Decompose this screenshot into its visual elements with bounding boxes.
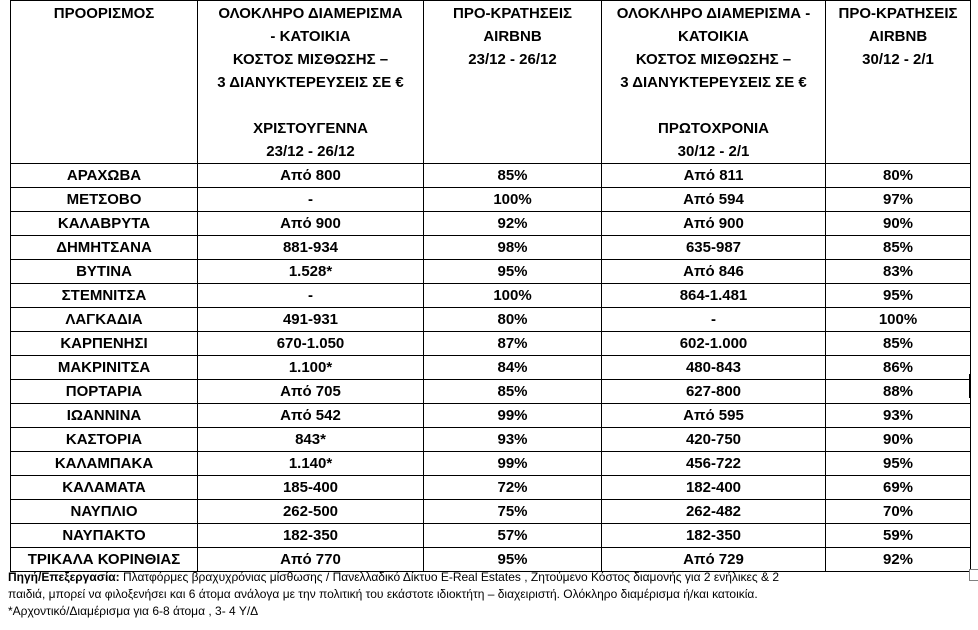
text-cursor (969, 374, 971, 398)
header-text: ΟΛΟΚΛΗΡΟ ΔΙΑΜΕΡΙΣΜΑ (218, 5, 403, 22)
table-row (11, 452, 971, 476)
christmas-cost-cell: Από 800 (198, 164, 424, 188)
header-text: 3 ΔΙΑΝΥΚΤΕΡΕΥΣΕΙΣ ΣΕ € (620, 74, 807, 91)
table-row (11, 332, 971, 356)
header-text: - ΚΑΤΟΙΚΙΑ (270, 28, 351, 45)
source-text: Πλατφόρμες βραχυχρόνιας μίσθωσης / Πανελλαδικό Δίκτυο E-Real Estates , Ζητούμενο Κόστος διαμονής για 2 ενήλικες & 2 (119, 570, 780, 584)
newyear-cost-cell: Από 595 (602, 404, 826, 428)
table-row (11, 500, 971, 524)
destination-cell: ΚΑΛΑΜΠΑΚΑ (11, 452, 198, 476)
newyear-cost-cell: 182-350 (602, 524, 826, 548)
newyear-bookings-cell: 90% (826, 212, 971, 236)
christmas-bookings-cell: 75% (424, 500, 602, 524)
christmas-cost-cell: 1.100* (198, 356, 424, 380)
christmas-bookings-cell: 85% (424, 164, 602, 188)
destination-cell: ΣΤΕΜΝΙΤΣΑ (11, 284, 198, 308)
destination-cell: ΙΩΑΝΝΙΝΑ (11, 404, 198, 428)
table-row (11, 164, 971, 188)
destination-cell: ΛΑΓΚΑΔΙΑ (11, 308, 198, 332)
newyear-bookings-cell: 92% (826, 548, 971, 572)
header-text: ΟΛΟΚΛΗΡΟ ΔΙΑΜΕΡΙΣΜΑ - (616, 5, 811, 22)
newyear-bookings-cell: 85% (826, 236, 971, 260)
christmas-cost-cell: Από 770 (198, 548, 424, 572)
newyear-bookings-cell: 90% (826, 428, 971, 452)
newyear-cost-cell: 262-482 (602, 500, 826, 524)
destination-cell: ΠΟΡΤΑΡΙΑ (11, 380, 198, 404)
destination-cell: ΒΥΤΙΝΑ (11, 260, 198, 284)
christmas-cost-cell: 1.528* (198, 260, 424, 284)
header-text: ΠΡΟΟΡΙΣΜΟΣ (53, 5, 155, 22)
newyear-bookings-cell: 70% (826, 500, 971, 524)
christmas-cost-cell: Από 705 (198, 380, 424, 404)
christmas-cost-cell: 182-350 (198, 524, 424, 548)
christmas-bookings-cell: 100% (424, 188, 602, 212)
source-label: Πηγή/Επεξεργασία: (8, 570, 120, 584)
header-christmas-bookings (424, 1, 602, 164)
source-note (8, 569, 968, 620)
newyear-bookings-cell: 95% (826, 452, 971, 476)
table-header (11, 1, 971, 164)
christmas-cost-cell: 262-500 (198, 500, 424, 524)
table-row (11, 188, 971, 212)
christmas-bookings-cell: 98% (424, 236, 602, 260)
christmas-bookings-cell: 72% (424, 476, 602, 500)
newyear-bookings-cell: 59% (826, 524, 971, 548)
newyear-bookings-cell: 80% (826, 164, 971, 188)
christmas-cost-cell: - (198, 284, 424, 308)
newyear-cost-cell: 420-750 (602, 428, 826, 452)
newyear-cost-cell: Από 811 (602, 164, 826, 188)
christmas-cost-cell: 670-1.050 (198, 332, 424, 356)
christmas-cost-cell: 843* (198, 428, 424, 452)
table-row (11, 356, 971, 380)
newyear-bookings-cell: 88% (826, 380, 971, 404)
christmas-bookings-cell: 99% (424, 452, 602, 476)
table-row (11, 524, 971, 548)
newyear-cost-cell: 602-1.000 (602, 332, 826, 356)
footnote-asterisk: *Αρχοντικό/Διαμέρισμα για 6-8 άτομα , 3- 4 Υ/Δ (8, 604, 259, 618)
christmas-bookings-cell: 80% (424, 308, 602, 332)
destination-cell: ΜΑΚΡΙΝΙΤΣΑ (11, 356, 198, 380)
christmas-cost-cell: 185-400 (198, 476, 424, 500)
table-row (11, 284, 971, 308)
christmas-bookings-cell: 57% (424, 524, 602, 548)
destination-cell: ΝΑΥΠΑΚΤΟ (11, 524, 198, 548)
source-line-2: παιδιά, μπορεί να φιλοξενήσει και 6 άτομα ανάλογα με την πολιτική του εκάστοτε ιδιοκτήτη – διαχειριστή. Ολόκληρο διαμέρισμα ή/και κατοικία. (8, 587, 758, 601)
christmas-bookings-cell: 84% (424, 356, 602, 380)
christmas-cost-cell: Από 542 (198, 404, 424, 428)
table-resize-handle[interactable] (969, 569, 978, 581)
table-row (11, 236, 971, 260)
table-body (11, 164, 971, 572)
table-row (11, 548, 971, 572)
table-row (11, 260, 971, 284)
header-newyear-bookings (826, 1, 971, 164)
newyear-bookings-cell: 85% (826, 332, 971, 356)
header-text: ΚΟΣΤΟΣ ΜΙΣΘΩΣΗΣ – (635, 51, 792, 68)
christmas-bookings-cell: 95% (424, 260, 602, 284)
christmas-bookings-cell: 93% (424, 428, 602, 452)
newyear-bookings-cell: 86% (826, 356, 971, 380)
table-row (11, 428, 971, 452)
newyear-bookings-cell: 100% (826, 308, 971, 332)
newyear-bookings-cell: 97% (826, 188, 971, 212)
newyear-cost-cell: 627-800 (602, 380, 826, 404)
header-text: ΚΑΤΟΙΚΙΑ (678, 28, 749, 45)
destination-cell: ΚΑΛΑΒΡΥΤΑ (11, 212, 198, 236)
christmas-bookings-cell: 85% (424, 380, 602, 404)
table-row (11, 308, 971, 332)
christmas-bookings-cell: 92% (424, 212, 602, 236)
header-text: AIRBNB (868, 28, 928, 45)
header-spacer (198, 94, 423, 117)
header-text: 23/12 - 26/12 (468, 51, 557, 68)
header-text: ΠΡΟ-ΚΡΑΤΗΣΕΙΣ (838, 5, 958, 22)
christmas-cost-cell: - (198, 188, 424, 212)
header-text: ΚΟΣΤΟΣ ΜΙΣΘΩΣΗΣ – (232, 51, 389, 68)
destination-cell: ΚΑΣΤΟΡΙΑ (11, 428, 198, 452)
christmas-cost-cell: 491-931 (198, 308, 424, 332)
header-text: 30/12 - 2/1 (677, 143, 750, 160)
header-text: ΠΡΟ-ΚΡΑΤΗΣΕΙΣ (453, 5, 572, 22)
newyear-cost-cell: Από 594 (602, 188, 826, 212)
destination-cell: ΑΡΑΧΩΒΑ (11, 164, 198, 188)
destination-cell: ΚΑΡΠΕΝΗΣΙ (11, 332, 198, 356)
table-row (11, 212, 971, 236)
newyear-cost-cell: Από 729 (602, 548, 826, 572)
table-row (11, 380, 971, 404)
table-row (11, 404, 971, 428)
destination-cell: ΜΕΤΣΟΒΟ (11, 188, 198, 212)
header-text: 23/12 - 26/12 (266, 143, 355, 160)
source-line-1 (8, 569, 968, 586)
header-christmas-cost (198, 1, 424, 164)
christmas-bookings-cell: 100% (424, 284, 602, 308)
newyear-cost-cell: 635-987 (602, 236, 826, 260)
newyear-bookings-cell: 69% (826, 476, 971, 500)
newyear-cost-cell: 480-843 (602, 356, 826, 380)
christmas-cost-cell: 881-934 (198, 236, 424, 260)
header-row (11, 1, 971, 164)
table-row (11, 476, 971, 500)
header-destination (11, 1, 198, 164)
newyear-bookings-cell: 83% (826, 260, 971, 284)
newyear-bookings-cell: 95% (826, 284, 971, 308)
newyear-bookings-cell: 93% (826, 404, 971, 428)
prices-table (10, 0, 971, 572)
header-spacer (602, 94, 825, 117)
newyear-cost-cell: 182-400 (602, 476, 826, 500)
destination-cell: ΚΑΛΑΜΑΤΑ (11, 476, 198, 500)
christmas-cost-cell: Από 900 (198, 212, 424, 236)
christmas-bookings-cell: 99% (424, 404, 602, 428)
header-text: 30/12 - 2/1 (862, 51, 934, 68)
header-text: ΧΡΙΣΤΟΥΓΕΝΝΑ (253, 120, 368, 137)
newyear-cost-cell: Από 846 (602, 260, 826, 284)
header-newyear-cost (602, 1, 826, 164)
header-text: AIRBNB (483, 28, 542, 45)
christmas-bookings-cell: 95% (424, 548, 602, 572)
header-text: ΠΡΩΤΟΧΡΟΝΙΑ (658, 120, 769, 137)
header-text: 3 ΔΙΑΝΥΚΤΕΡΕΥΣΕΙΣ ΣΕ € (217, 74, 404, 91)
destination-cell: ΝΑΥΠΛΙΟ (11, 500, 198, 524)
destination-cell: ΔΗΜΗΤΣΑΝΑ (11, 236, 198, 260)
christmas-bookings-cell: 87% (424, 332, 602, 356)
destination-cell: ΤΡΙΚΑΛΑ ΚΟΡΙΝΘΙΑΣ (11, 548, 198, 572)
newyear-cost-cell: 864-1.481 (602, 284, 826, 308)
newyear-cost-cell: Από 900 (602, 212, 826, 236)
newyear-cost-cell: - (602, 308, 826, 332)
newyear-cost-cell: 456-722 (602, 452, 826, 476)
christmas-cost-cell: 1.140* (198, 452, 424, 476)
